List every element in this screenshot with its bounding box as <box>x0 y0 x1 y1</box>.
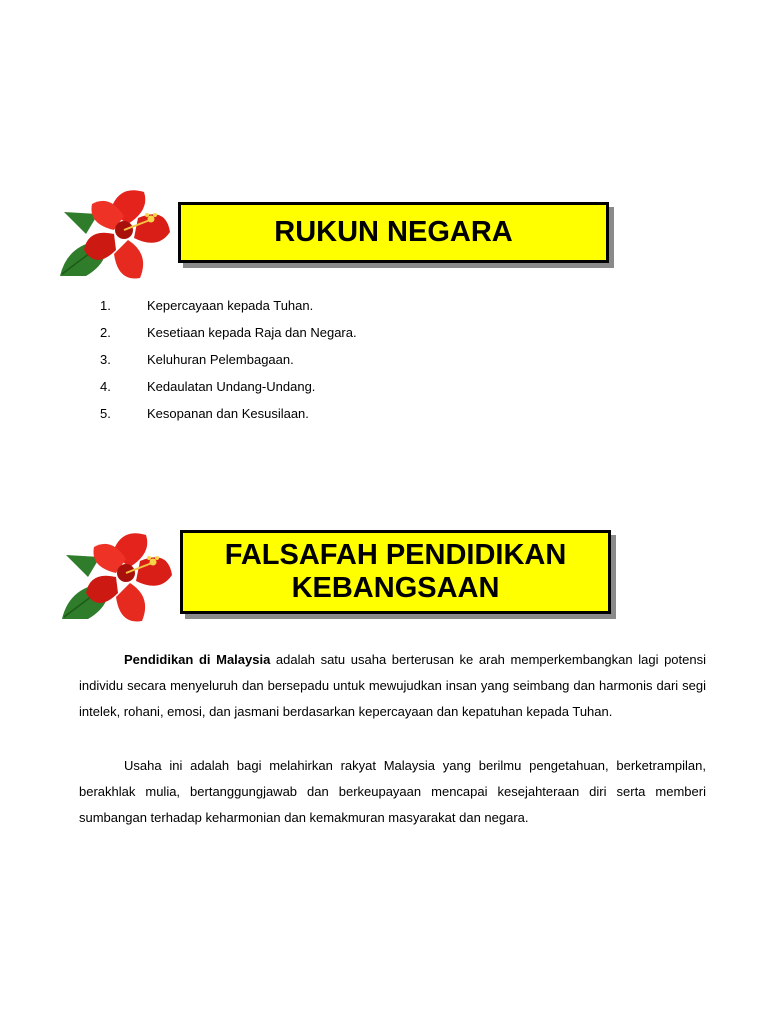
list-item <box>100 323 357 350</box>
bold-phrase: Pendidikan di Malaysia <box>124 652 271 667</box>
paragraph-text: adalah satu usaha berterusan ke arah memperkembangkan lagi potensi individu secara menyeluruh dan bersepadu untuk mewujudkan insan yang seimbang dan harmonis dari segi intelek, rohani, emosi, dan jasmani berdasarkan kepercayaan dan kepatuhan kepada Tuhan. <box>79 652 706 719</box>
falsafah-paragraph-1 <box>79 647 706 725</box>
hibiscus-flower-icon <box>60 527 178 627</box>
item-text: Kedaulatan Undang-Undang. <box>147 379 316 394</box>
list-item <box>100 350 357 377</box>
item-number: 5. <box>100 406 111 421</box>
item-text: Kesetiaan kepada Raja dan Negara. <box>147 325 357 340</box>
falsafah-paragraph-2: Usaha ini adalah bagi melahirkan rakyat Malaysia yang berilmu pengetahuan, berketrampilan, berakhlak mulia, bertanggungjawab dan berkeupayaan mencapai kesejahteraan diri serta memberi sumbangan terhadap keharmonian dan kemakmuran masyarakat dan negara. <box>79 758 706 825</box>
item-number: 2. <box>100 325 111 340</box>
list-item <box>100 377 357 404</box>
rukun-negara-title: RUKUN NEGARA <box>178 202 609 263</box>
hibiscus-flower-icon <box>58 184 176 284</box>
falsafah-title <box>180 530 611 614</box>
rukun-negara-list <box>100 296 357 431</box>
item-number: 3. <box>100 352 111 367</box>
list-item <box>100 296 357 323</box>
item-number: 4. <box>100 379 111 394</box>
item-text: Kepercayaan kepada Tuhan. <box>147 298 314 313</box>
item-text: Kesopanan dan Kesusilaan. <box>147 406 309 421</box>
list-item <box>100 404 357 431</box>
falsafah-title-line2: KEBANGSAAN <box>291 572 500 604</box>
item-number: 1. <box>100 298 111 313</box>
falsafah-title-line1: FALSAFAH PENDIDIKAN <box>224 539 567 571</box>
item-text: Keluhuran Pelembagaan. <box>147 352 294 367</box>
